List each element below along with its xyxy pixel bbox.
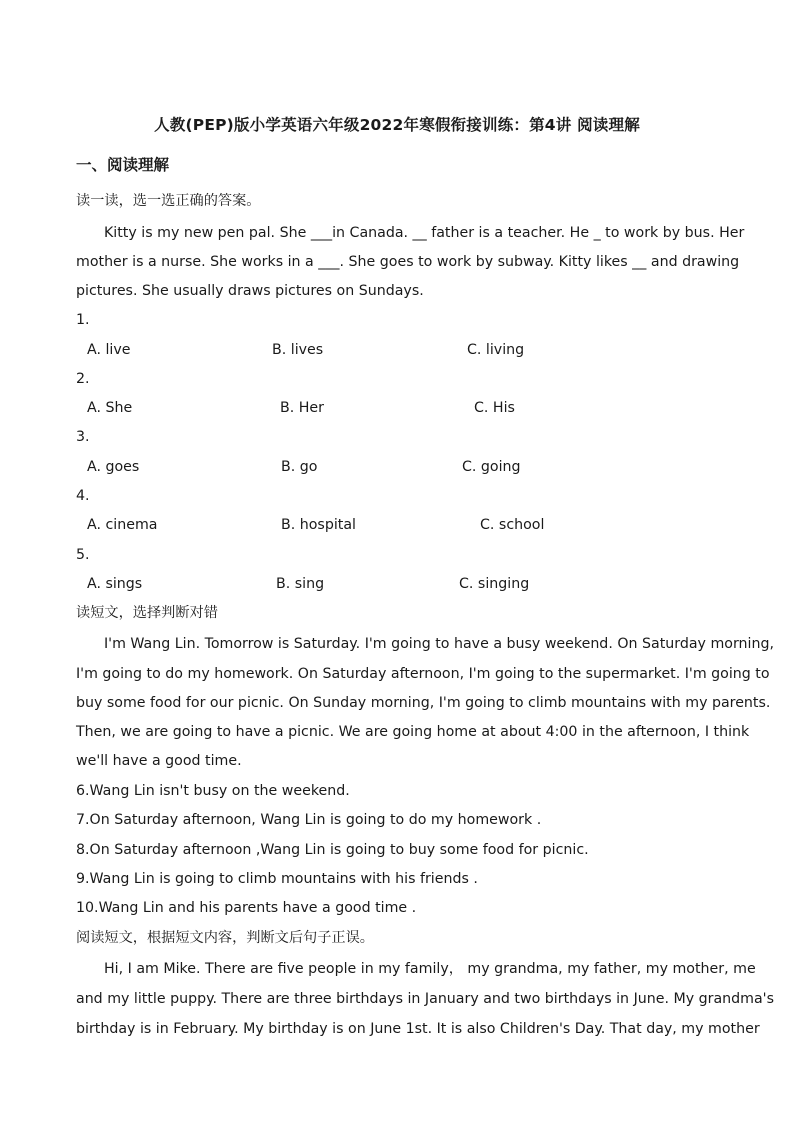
part2-passage-line: buy some food for our picnic. On Sunday morning, I'm going to climb mountains with my parents. xyxy=(76,695,771,711)
part2-passage-line: we'll have a good time. xyxy=(76,753,242,769)
question-number: 1. xyxy=(76,312,90,328)
option-a: A. sings xyxy=(87,576,143,592)
option-a: A. cinema xyxy=(87,517,158,533)
part1-passage-line: mother is a nurse. She works in a ___. She goes to work by subway. Kitty likes __ and drawing xyxy=(76,254,740,270)
part2-passage-line: I'm Wang Lin. Tomorrow is Saturday. I'm going to have a busy weekend. On Saturday morning, xyxy=(104,636,774,652)
option-c: C. singing xyxy=(459,576,530,592)
option-c: C. school xyxy=(480,517,545,533)
option-b: B. lives xyxy=(272,342,324,358)
question-number: 4. xyxy=(76,488,90,504)
option-c: C. going xyxy=(462,459,521,475)
question-number: 5. xyxy=(76,547,90,563)
option-a: A. She xyxy=(87,400,133,416)
statement: 8.On Saturday afternoon ,Wang Lin is going to buy some food for picnic. xyxy=(76,842,589,858)
part1-instruction: 读一读，选一选正确的答案。 xyxy=(76,193,261,209)
part2-instruction: 读短文，选择判断对错 xyxy=(76,605,218,621)
option-c: C. living xyxy=(467,342,525,358)
part3-passage-line: Hi, I am Mike. There are five people in my family， my grandma, my father, my mother, me xyxy=(104,961,756,977)
question-number: 2. xyxy=(76,371,90,387)
part3-passage-line: birthday is in February. My birthday is on June 1st. It is also Children's Day. That day, my mother xyxy=(76,1021,760,1037)
option-b: B. Her xyxy=(280,400,324,416)
section-heading: 一、阅读理解 xyxy=(76,156,170,174)
part3-instruction: 阅读短文，根据短文内容，判断文后句子正误。 xyxy=(76,930,374,946)
part3-passage-line: and my little puppy. There are three birthdays in January and two birthdays in June. My grandma's xyxy=(76,991,774,1007)
option-a: A. live xyxy=(87,342,131,358)
option-b: B. sing xyxy=(276,576,325,592)
page-title: 人教(PEP)版小学英语六年级2022年寒假衔接训练：第4讲 阅读理解 xyxy=(154,116,640,134)
part1-passage-line: Kitty is my new pen pal. She ___in Canada. __ father is a teacher. He _ to work by bus. Her xyxy=(104,225,745,241)
statement: 10.Wang Lin and his parents have a good time . xyxy=(76,900,417,916)
statement: 7.On Saturday afternoon, Wang Lin is going to do my homework . xyxy=(76,812,542,828)
part2-passage-line: Then, we are going to have a picnic. We are going home at about 4:00 in the afternoon, I think xyxy=(76,724,750,740)
part1-passage-line: pictures. She usually draws pictures on Sundays. xyxy=(76,283,424,299)
option-a: A. goes xyxy=(87,459,140,475)
statement: 9.Wang Lin is going to climb mountains with his friends . xyxy=(76,871,478,887)
statement: 6.Wang Lin isn't busy on the weekend. xyxy=(76,783,350,799)
option-c: C. His xyxy=(474,400,515,416)
part2-passage-line: I'm going to do my homework. On Saturday afternoon, I'm going to the supermarket. I'm going to xyxy=(76,666,770,682)
option-b: B. go xyxy=(281,459,318,475)
option-b: B. hospital xyxy=(281,517,356,533)
question-number: 3. xyxy=(76,429,90,445)
